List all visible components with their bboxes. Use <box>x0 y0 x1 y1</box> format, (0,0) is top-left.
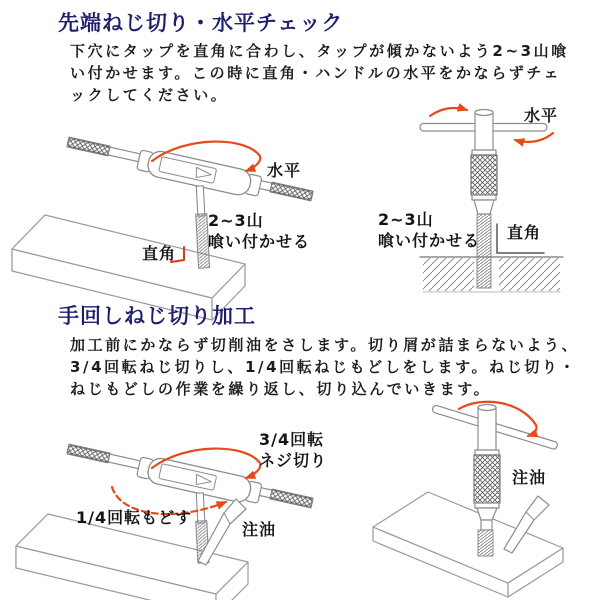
diagram2-right-t-handle-tap <box>373 402 563 597</box>
paragraph-line: ックしてください。 <box>70 86 229 104</box>
rotation-arrow <box>430 108 467 116</box>
label-quarter-turn-back: 1/4回転もどす <box>76 508 193 527</box>
paragraph-line: 加工前にかならず切削油をさします。切り屑が詰まらないよう、 <box>70 336 580 354</box>
label-right-angle: 直角 <box>507 223 542 242</box>
label-horizontal: 水平 <box>267 161 302 180</box>
label-three-quarter-turn: 3/4回転 ネジ切り <box>259 430 328 470</box>
label-oil: 注油 <box>512 468 547 487</box>
right-angle-mark <box>497 224 544 253</box>
section1-paragraph <box>70 40 569 106</box>
wrench-handle-bar <box>65 438 315 517</box>
workpiece-block <box>16 514 248 600</box>
paragraph-line: 3/4回転ねじ切りし、1/4回転ねじもどしをします。ねじ切り・ <box>70 358 578 376</box>
label-bite: 2~3山 喰い付かせる <box>208 211 311 251</box>
wrench-handle-bar <box>65 131 315 210</box>
label-horizontal: 水平 <box>524 106 559 125</box>
diagram1-left-tap-wrench-on-block <box>12 131 314 320</box>
section2-paragraph <box>70 334 579 400</box>
paragraph-line: ねじもどしの作業を繰り返し、切り込んでいきます。 <box>70 380 492 398</box>
label-right-angle: 直角 <box>142 244 177 263</box>
paragraph-line: 下穴にタップを直角に合わし、タップが傾かないよう2~3山喰 <box>70 42 569 60</box>
label-bite: 2~3山 喰い付かせる <box>378 210 481 250</box>
diagram1-right-t-handle-tap <box>420 108 563 292</box>
diagram2-left-tap-wrench-turning <box>16 438 314 600</box>
section1-heading: 先端ねじ切り・水平チェック <box>58 11 344 35</box>
section2-heading: 手回しねじ切り加工 <box>58 304 256 328</box>
label-oil: 注油 <box>242 520 277 539</box>
paragraph-line: い付かせます。この時に直角・ハンドルの水平をかならずチェ <box>70 64 562 82</box>
rotation-arrow <box>515 133 553 142</box>
